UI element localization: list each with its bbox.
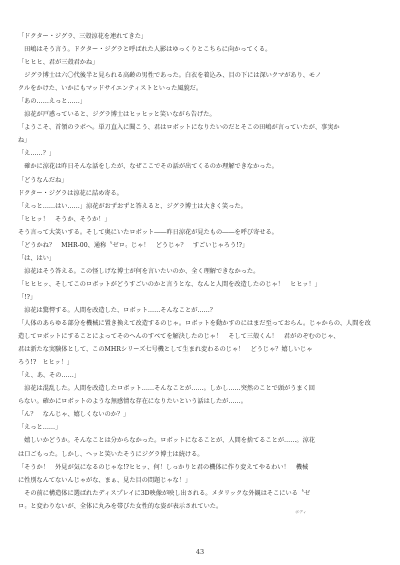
text-line: 「ようこそ、首領のラボへ。単刀直入に聞こう、君はロボットになりたいのだとそこの田嶋が言っていたが、事実か [18, 124, 340, 132]
body-text [18, 30, 386, 513]
text-line: ジグラ博士は六〇代後半と見られる高齢の男性であった。白衣を着込み、目の下には深いクマがあり、モノ [18, 72, 322, 80]
text-line: 「ドクター・ジグラ、三殻涼花を連れてきた」 [18, 33, 148, 40]
text-line: らない。確かにロボットのような無感情な存在になりたいという話はしたが……。 [18, 398, 247, 406]
text-line: 「ヒヒッ！ そうか、そうか！」 [18, 215, 111, 223]
ruby-annotation: ボディ [295, 510, 307, 514]
text-line: 「えっと……」 [18, 424, 62, 432]
text-line: 涼花は驚愕する。人間を改造した、ロボット……そんなことが……？ [18, 306, 216, 314]
text-line: 「は、はい」 [18, 254, 56, 262]
text-line: 涼花が戸惑っていると、ジグラ博士はヒッヒッと笑いながら告げた。 [18, 111, 216, 119]
text-line: 「え……？」 [18, 150, 56, 158]
text-line: 君は新たな実験体として、このMHRシリーズ七号機として生まれ変わるのじゃ！ どうじゃ？嬉しいじゃ [18, 346, 313, 354]
text-line: 「え、あ、その……」 [18, 372, 80, 380]
text-line: 「ヒヒヒッ、そしてこのロボットがどうすごいのかと言うとな、なんと人間を改造したのじゃ！ ヒヒッ！」 [18, 280, 321, 288]
text-line: 「どうなんだね」 [18, 176, 68, 184]
text-line: 「えっと……はい……」涼花がおずおずと答えると、ジグラ博士は大きく笑った。 [18, 202, 247, 210]
text-line: 「そうか！ 外見が気になるのじゃな!?ヒヒッ、何！しっかりと君の機体に作り変えてやるわい！ 機械 [18, 463, 309, 471]
text-line: 「ん？ なんじゃ、嬉しくないのか？」 [18, 411, 130, 419]
text-line: ロ〟と変わりないが、全体に丸みを帯びた女性的な姿が表示されていた。 [18, 502, 223, 510]
text-line: に性別なんてないんじゃがな、まぁ、見た目の問題じゃな！」 [18, 476, 192, 484]
text-line: 田嶋はそう言う。ドクター・ジグラと呼ばれた人影はゆっくりとこちらに向かってくる。 [18, 46, 272, 54]
text-line: ドクター・ジグラは涼花に詰め寄る。 [18, 189, 123, 197]
text-line: ね」 [18, 137, 31, 145]
text-line: 「あの……えっと……」 [18, 98, 87, 106]
page-number: 43 [195, 548, 205, 556]
text-line: 「!?」 [18, 293, 37, 301]
text-line: は口ごもった。しかし、ヘッと笑いたそうにジグラ博士は続ける。 [18, 450, 204, 458]
text-line: クルをかけた、いかにもマッドサイエンティストといった風貌だ。 [18, 85, 203, 93]
text-line: そう言って大笑いする。そして奥にいたロボット――昨日涼花が見たもの――を呼び寄せる。 [18, 228, 278, 236]
text-line: 「どうかね？ MHR-00、通称〝ゼロ〟じゃ！ どうじゃ？ すごいじゃろう!?」 [18, 241, 249, 249]
text-line: 「人体のあらゆる部分を機械に置き換えて改造するのじゃ。ロボットを動かすのにはまだ至っておらん。じゃからの、人間を改 [18, 320, 371, 328]
text-line: 「ヒヒヒ、君が三殻君かね」 [18, 59, 99, 67]
text-line: 確かに涼花は昨日そんな話をしたが、なぜここでその話が出てくるのか理解できなかった。 [18, 163, 278, 171]
text-line: 涼花はそう答える。この怪しげな博士が何を言いたいのか、全く理解できなかった。 [18, 267, 260, 275]
text-line: 造してロボットにすることによってそのへんのすべてを解決したのじゃ！ そして三殻くん！ 君がのぞむのじゃ、 [18, 333, 340, 341]
text-line: 涼花は混乱した。人間を改造したロボット……そんなことが……。しかし……突然のことで頭がうまく回 [18, 385, 315, 393]
text-line: ろう!? ヒヒッ！」 [18, 359, 74, 367]
text-line: その前に構造体に選ばれたディスプレイに3D映像が映し出される。メタリックな外観はそこにいる〝ゼ [18, 489, 311, 497]
text-line: 嬉しいかどうか。そんなことは分からなかった。ロボットになることが、人間を捨てることが……。涼花 [18, 437, 315, 445]
